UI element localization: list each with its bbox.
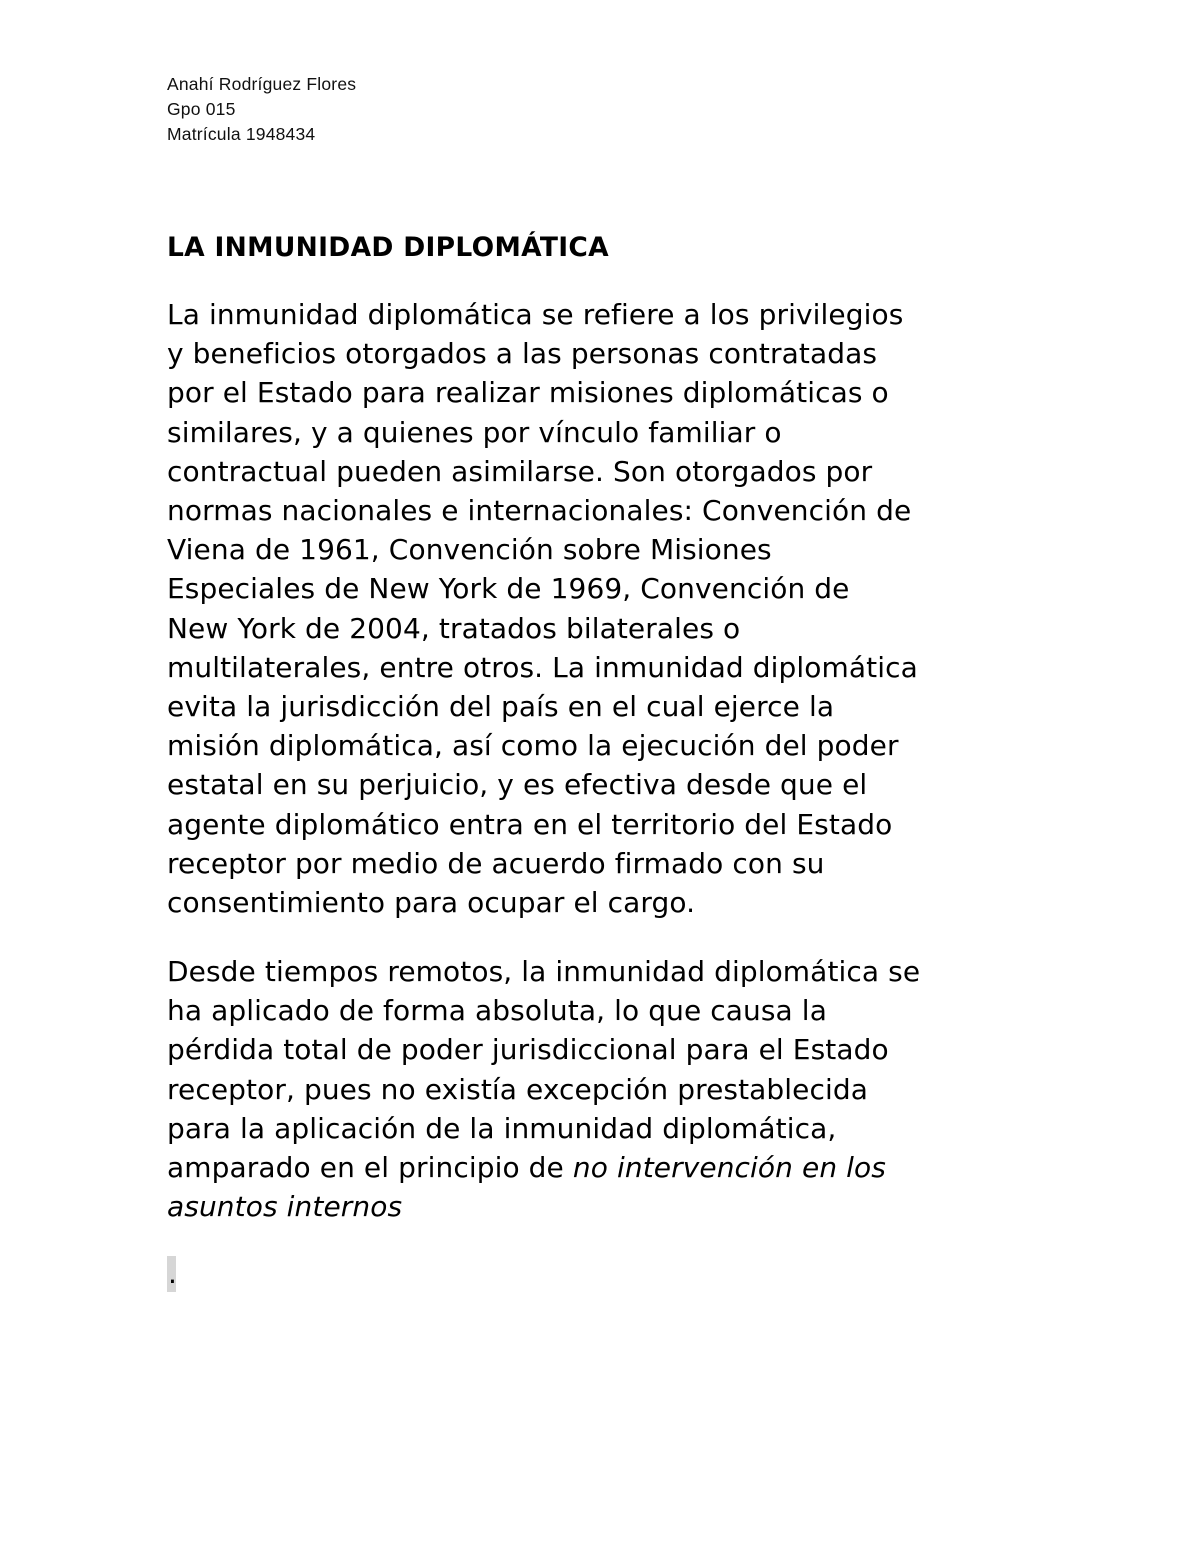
paragraph-line: y beneficios otorgados a las personas contratadas [167, 337, 878, 371]
paragraph-line: evita la jurisdicción del país en el cual ejerce la [167, 690, 835, 724]
document-title: LA INMUNIDAD DIPLOMÁTICA [167, 232, 609, 263]
student-id: Matrícula 1948434 [167, 124, 316, 144]
paragraph-line: multilaterales, entre otros. La inmunidad diplomática [167, 650, 918, 684]
paragraph-line: misión diplomática, así como la ejecución del poder [167, 729, 899, 763]
paragraph-line: Desde tiempos remotos, la inmunidad diplomática se [167, 955, 921, 988]
paragraph-line: contractual pueden asimilarse. Son otorgados por [167, 454, 873, 488]
paragraph-line: agente diplomático entra en el territorio del Estado [167, 807, 893, 841]
paragraph-line: pérdida total de poder jurisdiccional para el Estado [167, 1033, 889, 1067]
paragraph-line [167, 1148, 920, 1187]
paragraph-line: estatal en su perjuicio, y es efectiva desde que el [167, 768, 868, 802]
paragraph-line: receptor, pues no existía excepción prestablecida [167, 1072, 869, 1106]
paragraph-line: consentimiento para ocupar el cargo. [167, 886, 696, 920]
paragraph-line: La inmunidad diplomática se refiere a los privilegios [167, 298, 904, 331]
paragraph-line: ha aplicado de forma absoluta, lo que causa la [167, 994, 827, 1028]
italic-phrase: asuntos internos [167, 1190, 403, 1224]
line-prefix: amparado en el principio de [167, 1151, 573, 1185]
paragraph-line: Viena de 1961, Convención sobre Misiones [167, 533, 772, 567]
paragraph-history [167, 952, 920, 1226]
trailing-period: . [168, 1257, 177, 1290]
italic-phrase: no intervención en los [572, 1151, 886, 1185]
paragraph-line: similares, y a quienes por vínculo familiar o [167, 415, 782, 449]
paragraph-line: New York de 2004, tratados bilaterales o [167, 611, 741, 645]
paragraph-line: receptor por medio de acuerdo firmado con su [167, 846, 825, 880]
group-number: Gpo 015 [167, 99, 236, 119]
paragraph-line: Especiales de New York de 1969, Convención de [167, 572, 850, 606]
paragraph-definition [167, 295, 918, 922]
author-header [167, 72, 356, 147]
paragraph-line: normas nacionales e internacionales: Convención de [167, 494, 912, 528]
paragraph-line: para la aplicación de la inmunidad diplomática, [167, 1111, 837, 1145]
paragraph-line: por el Estado para realizar misiones diplomáticas o [167, 376, 889, 410]
author-name: Anahí Rodríguez Flores [167, 74, 357, 94]
